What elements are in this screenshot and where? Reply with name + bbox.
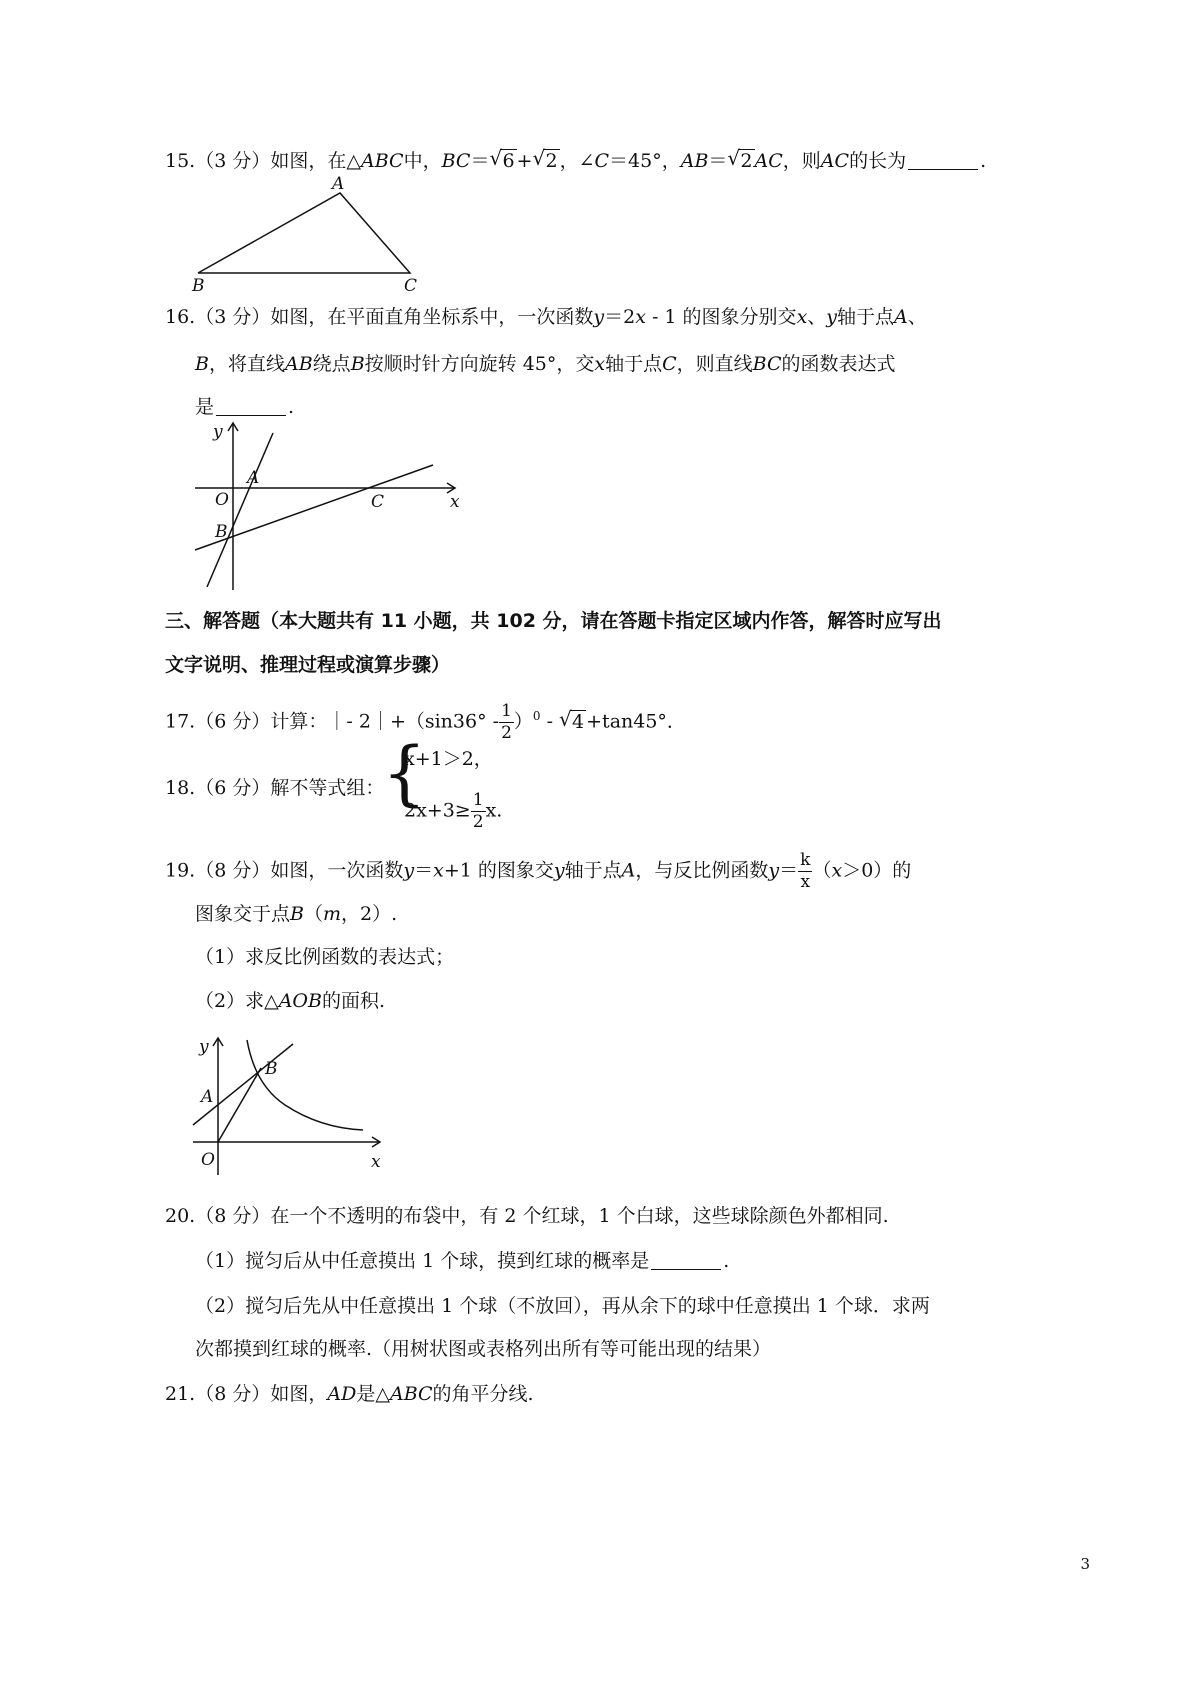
sqrt-2b: √ 2	[727, 146, 753, 172]
label-x: x	[450, 492, 460, 512]
label-O: O	[201, 1150, 215, 1170]
section-heading: 三、解答题（本大题共有 11 小题，共 102 分，请在答题卡指定区域内作答，解答时应写出	[165, 610, 942, 632]
fraction-half: $\frac{1}{2}$	[501, 701, 512, 743]
q17-line: 17.（6 分）计算：｜- 2｜+（sin36° - $\frac{1}{2}$ ）$^0$ - √ 4 +tan45°．	[165, 701, 686, 743]
inequality-system	[382, 732, 522, 833]
section-heading-cont: 文字说明、推理过程或演算步骤）	[165, 654, 451, 676]
q19-line2: 图象交于点B（m，2）.	[195, 903, 398, 925]
q20-line: 20.（8 分）在一个不透明的布袋中，有 2 个红球，1 个白球，这些球除颜色外都相同.	[165, 1205, 889, 1227]
inequality-1: x+1＞2，	[404, 748, 493, 770]
q18-line: 18.（6 分）解不等式组：	[165, 777, 385, 799]
label-A: A	[201, 1087, 214, 1107]
q21-line: 21.（8 分）如图，AD是△ABC的角平分线.	[165, 1383, 534, 1405]
label-B: B	[192, 276, 205, 295]
sqrt-6: √ 6	[489, 146, 515, 172]
label-C: C	[371, 492, 385, 512]
fraction-half: $\frac{1}{2}$	[472, 790, 484, 832]
q19-sub2: （2）求△AOB的面积.	[195, 990, 386, 1012]
q19-sub1: （1）求反比例函数的表达式；	[195, 946, 455, 968]
label-C: C	[404, 276, 418, 295]
q20-sub2-line1: （2）搅匀后先从中任意摸出 1 个球（不放回），再从余下的球中任意摸出 1 个球．求两	[195, 1295, 930, 1317]
q20-sub1: （1）搅匀后从中任意摸出 1 个球，摸到红球的概率是 .	[195, 1250, 730, 1272]
triangle-figure	[180, 175, 440, 295]
q15-line: 15.（3 分）如图，在△ABC中，BC＝ √ 6 + √ 2 ，∠C＝45°，AB＝ √ 2 AC，则AC的长为 .	[165, 146, 987, 172]
label-x: x	[371, 1152, 381, 1172]
label-O: O	[215, 490, 229, 510]
coordinate-figure-19	[185, 1030, 405, 1180]
brace-icon: {	[382, 732, 427, 814]
q20-sub2-line2: 次都摸到红球的概率.（用树状图或表格列出所有等可能出现的结果）	[195, 1338, 772, 1360]
fraction-k-x: $\frac{k}{x}$	[800, 850, 811, 892]
label-y: y	[213, 422, 223, 442]
label-B: B	[215, 522, 228, 542]
label-A: A	[332, 175, 345, 194]
answer-blank	[908, 151, 978, 170]
q16-line3: 是 .	[195, 396, 295, 418]
q19-line1: 19.（8 分）如图，一次函数y＝x+1 的图象交y轴于点A，与反比例函数y＝ $\frac{k}{x}$ （x＞0）的	[165, 850, 912, 892]
label-y: y	[199, 1037, 209, 1057]
q16-line2: B，将直线AB绕点B按顺时针方向旋转 45°，交x轴于点C，则直线BC的函数表达式	[195, 353, 896, 375]
coordinate-figure-16	[185, 415, 475, 595]
label-A: A	[247, 468, 260, 488]
sqrt-4: √ 4	[559, 706, 585, 733]
sqrt-2: √ 2	[532, 146, 558, 172]
q16-line1: 16.（3 分）如图，在平面直角坐标系中，一次函数y＝2x - 1 的图象分别交x、y轴于点A、	[165, 306, 927, 328]
label-B: B	[265, 1059, 278, 1079]
answer-blank	[216, 397, 286, 416]
page-number: 3	[1080, 1555, 1090, 1573]
inequality-2: 2x+3≥ $\frac{1}{2}$ x.	[404, 790, 503, 832]
answer-blank	[651, 1251, 721, 1270]
